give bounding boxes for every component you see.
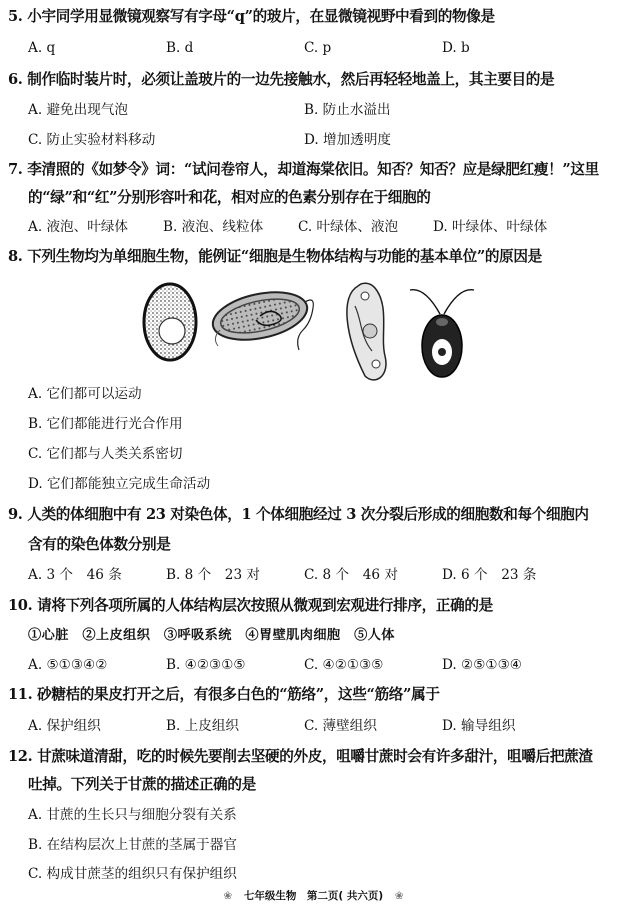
q5-option-c: C. p bbox=[304, 40, 332, 56]
q12-stem-line2: 吐掉。下列关于甘蔗的描述正确的是 bbox=[28, 776, 256, 793]
q5-stem: 5. 小宇同学用显微镜观察写有字母“q”的玻片，在显微镜视野中看到的物像是 bbox=[8, 8, 495, 25]
q11-option-d: D. 输导组织 bbox=[442, 718, 516, 734]
q8-option-c: C. 它们都与人类关系密切 bbox=[28, 446, 183, 462]
q11-options bbox=[28, 716, 580, 736]
q7-option-a: A. 液泡、叶绿体 bbox=[28, 219, 129, 235]
q11-option-b: B. 上皮组织 bbox=[166, 718, 240, 734]
q5-option-d: D. b bbox=[442, 40, 470, 56]
q6-option-d: D. 增加透明度 bbox=[304, 132, 392, 148]
flower-left-icon: ❀ bbox=[223, 890, 233, 902]
q5-option-a: A. q bbox=[28, 40, 56, 56]
q8-option-a: A. 它们都可以运动 bbox=[28, 386, 142, 402]
q9-option-d: D. 6 个 23 条 bbox=[442, 567, 537, 583]
q10-stem: 10. 请将下列各项所属的人体结构层次按照从微观到宏观进行排序，正确的是 bbox=[8, 597, 493, 614]
bacterium-icon bbox=[208, 285, 313, 350]
flower-right-icon: ❀ bbox=[394, 890, 404, 902]
q10-option-c: C. ④②①③⑤ bbox=[304, 657, 384, 673]
q5-option-b: B. d bbox=[166, 40, 194, 56]
q8-option-d: D. 它们都能独立完成生命活动 bbox=[28, 476, 211, 492]
q9-options bbox=[28, 565, 580, 585]
single-cell-organisms-figure bbox=[140, 276, 500, 384]
q10-option-d: D. ②⑤①③④ bbox=[442, 657, 522, 673]
q6-option-b: B. 防止水溢出 bbox=[304, 102, 391, 118]
q12-option-a: A. 甘蔗的生长只与细胞分裂有关系 bbox=[28, 807, 237, 823]
q6-option-c: C. 防止实验材料移动 bbox=[28, 132, 156, 148]
footer-text: 七年级生物 第二页( 共六页) bbox=[243, 890, 384, 902]
q6-stem: 6. 制作临时装片时，必须让盖玻片的一边先接触水，然后再轻轻地盖上，其主要目的是 bbox=[8, 71, 555, 88]
yeast-cell-icon bbox=[144, 284, 196, 360]
q9-option-c: C. 8 个 46 对 bbox=[304, 567, 398, 583]
q9-option-b: B. 8 个 23 对 bbox=[166, 567, 261, 583]
q7-option-c: C. 叶绿体、液泡 bbox=[298, 219, 399, 235]
q7-option-d: D. 叶绿体、叶绿体 bbox=[433, 219, 548, 235]
q10-options bbox=[28, 655, 580, 675]
q5-options bbox=[28, 38, 580, 58]
q7-stem-line2: 的“绿”和“红”分别形容叶和花，相对应的色素分别存在于细胞的 bbox=[28, 189, 431, 206]
q10-option-b: B. ④②③①⑤ bbox=[166, 657, 246, 673]
q11-option-a: A. 保护组织 bbox=[28, 718, 101, 734]
q11-stem: 11. 砂糖桔的果皮打开之后，有很多白色的“筋络”，这些“筋络”属于 bbox=[8, 686, 440, 703]
q9-stem-line1: 9. 人类的体细胞中有 23 对染色体，1 个体细胞经过 3 次分裂后形成的细胞数和每个细胞内 bbox=[8, 506, 589, 523]
chlamydomonas-icon bbox=[410, 290, 474, 377]
q6-options-row1 bbox=[28, 100, 580, 120]
q8-option-b: B. 它们都能进行光合作用 bbox=[28, 416, 183, 432]
page-footer bbox=[0, 888, 627, 903]
q11-option-c: C. 薄壁组织 bbox=[304, 718, 377, 734]
q9-stem-line2: 含有的染色体数分别是 bbox=[28, 536, 171, 553]
q12-option-c: C. 构成甘蔗茎的组织只有保护组织 bbox=[28, 866, 237, 882]
q6-option-a: A. 避免出现气泡 bbox=[28, 102, 129, 118]
q9-option-a: A. 3 个 46 条 bbox=[28, 567, 122, 583]
q8-stem: 8. 下列生物均为单细胞生物，能例证“细胞是生物体结构与功能的基本单位”的原因是 bbox=[8, 248, 542, 265]
q12-stem-line1: 12. 甘蔗味道清甜，吃的时候先要削去坚硬的外皮，咀嚼甘蔗时会有许多甜汁，咀嚼后把蔗渣 bbox=[8, 748, 593, 765]
q7-options bbox=[28, 217, 568, 237]
paramecium-icon bbox=[347, 283, 386, 380]
q10-items: ①心脏 ②上皮组织 ③呼吸系统 ④胃壁肌肉细胞 ⑤人体 bbox=[28, 628, 395, 643]
q6-options-row2 bbox=[28, 130, 580, 150]
q12-option-b: B. 在结构层次上甘蔗的茎属于器官 bbox=[28, 837, 237, 853]
q7-stem-line1: 7. 李清照的《如梦令》词：“试问卷帘人，却道海棠依旧。知否？知否？应是绿肥红瘦！”这里 bbox=[8, 161, 599, 178]
q10-option-a: A. ⑤①③④② bbox=[28, 657, 108, 673]
q7-option-b: B. 液泡、线粒体 bbox=[163, 219, 264, 235]
